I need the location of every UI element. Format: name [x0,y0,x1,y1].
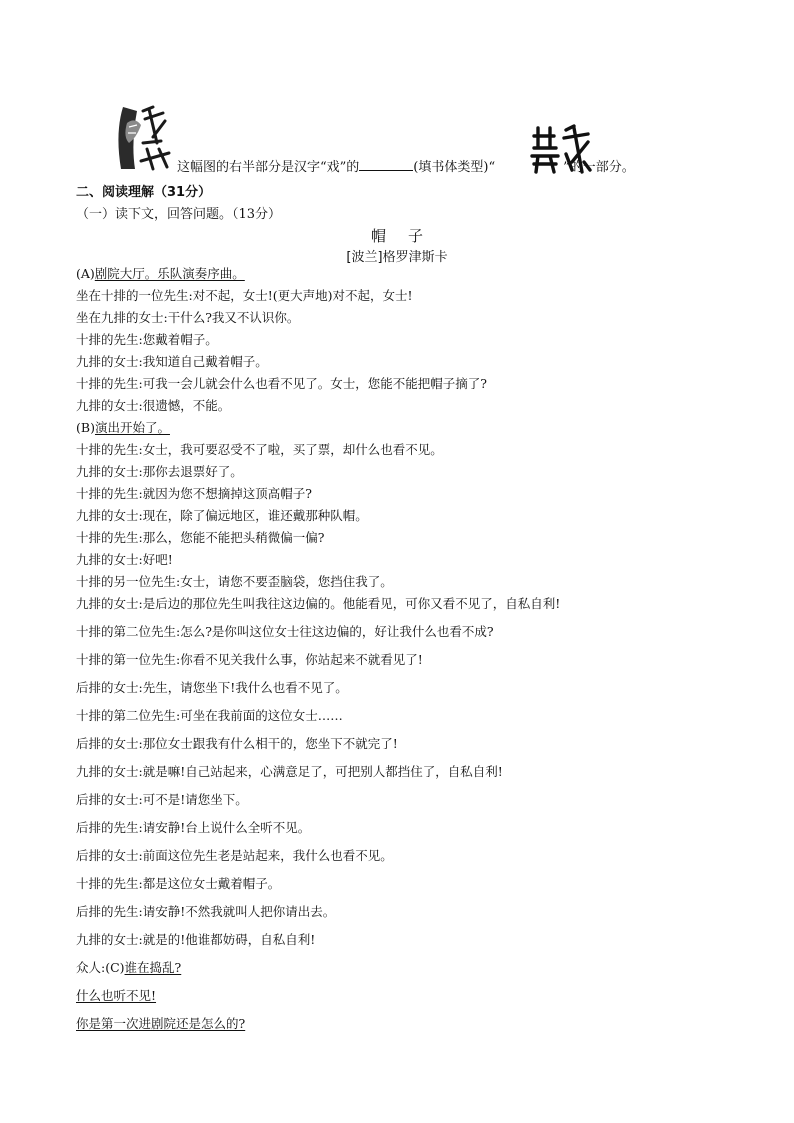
underlined-text: 剧院大厅。乐队演奏序曲。 [94,266,245,281]
line-text: 后排的女士:前面这位先生老是站起来，我什么也看不见。 [76,848,393,863]
story-line [76,904,335,920]
story-line [76,530,324,546]
line-text: 九排的女士:好吧! [76,552,173,567]
story-line [76,332,218,348]
line-text: 九排的女士:我知道自己戴着帽子。 [76,354,268,369]
story-line [76,486,312,502]
seal-script-character [528,124,592,176]
story-line [76,764,503,780]
line-text: 后排的女士:那位女士跟我有什么相干的，您坐下不就完了! [76,736,398,751]
intro-text-before: 这幅图的右半部分是汉字“戏”的 [177,160,360,175]
story-line [76,652,423,668]
underlined-text: 演出开始了。 [94,420,170,435]
intro-text-middle: (填书体类型)“ [413,160,496,175]
line-text: 十排的先生:女士，我可要忍受不了啦，买了票，却什么也看不见。 [76,442,443,457]
line-text: 九排的女士:很遗憾，不能。 [76,398,231,413]
story-line [76,932,315,948]
story-line [76,708,343,724]
underlined-text: 什么也听不见! [76,988,157,1003]
line-text: 后排的女士:可不是!请您坐下。 [76,792,248,807]
line-label: 众人:(C) [76,960,125,975]
story-line [76,508,368,524]
underlined-text: 谁在捣乱? [124,960,182,975]
story-line [76,376,487,392]
line-text: 后排的女士:先生，请您坐下!我什么也看不见了。 [76,680,348,695]
section-title: 二、阅读理解（31分） [76,185,212,200]
story-line [76,288,413,304]
line-text: 十排的另一位先生:女士，请您不要歪脑袋，您挡住我了。 [76,574,393,589]
story-line [76,848,393,864]
line-text: 坐在十排的一位先生:对不起，女士!(更大声地)对不起，女士! [76,288,413,303]
story-line [76,574,393,590]
line-label: (A) [76,266,95,281]
story-line [76,820,310,836]
intro-text-after: ”的一部分。 [563,160,635,175]
underlined-text: 你是第一次进剧院还是怎么的? [76,1016,246,1031]
line-text: 十排的先生:可我一会儿就会什么也看不见了。女士，您能不能把帽子摘了? [76,376,487,391]
story-line [76,596,560,612]
line-text: 十排的第二位先生:可坐在我前面的这位女士…… [76,708,343,723]
line-text: 后排的先生:请安静!台上说什么全听不见。 [76,820,311,835]
line-text: 九排的女士:现在，除了偏远地区，谁还戴那种队帽。 [76,508,368,523]
story-line [76,420,170,436]
story-line [76,1016,245,1032]
line-text: 九排的女士:就是嘛!自己站起来，心满意足了，可把别人都挡住了，自私自利! [76,764,503,779]
story-line [76,624,494,640]
line-text: 九排的女士:就是的!他谁都妨碍，自私自利! [76,932,316,947]
line-text: 十排的第一位先生:你看不见关我什么事，你站起来不就看见了! [76,652,423,667]
line-text: 十排的先生:那么，您能不能把头稍微偏一偏? [76,530,325,545]
line-text: 九排的女士:是后边的那位先生叫我往这边偏的。他能看见，可你又看不见了，自私自利! [76,596,561,611]
line-text: 九排的女士:那你去退票好了。 [76,464,243,479]
story-author: [波兰]格罗津斯卡 [346,250,448,265]
story-line [76,266,245,282]
story-line [76,736,398,752]
line-text: 后排的先生:请安静!不然我就叫人把你请出去。 [76,904,336,919]
story-line [76,354,268,370]
story-line [76,310,299,326]
line-text: 十排的先生:您戴着帽子。 [76,332,218,347]
line-text: 坐在九排的女士:干什么?我又不认识你。 [76,310,300,325]
story-line [76,792,248,808]
story-line [76,552,173,568]
story-line [76,398,230,414]
answer-blank[interactable] [359,158,413,171]
story-line [76,988,156,1004]
line-text: 十排的先生:都是这位女士戴着帽子。 [76,876,281,891]
story-line [76,680,348,696]
story-title: 帽子 [370,227,445,245]
line-text: 十排的先生:就因为您不想摘掉这顶高帽子? [76,486,312,501]
story-line [76,876,280,892]
line-text: 十排的第二位先生:怎么?是你叫这位女士往这边偏的，好让我什么也看不成? [76,624,494,639]
line-label: (B) [76,420,95,435]
section-subtitle: （一）读下文，回答问题。（13分） [76,207,282,222]
story-line [76,464,243,480]
story-line [76,442,443,458]
calligraphy-figure [113,103,171,173]
story-line [76,960,181,976]
